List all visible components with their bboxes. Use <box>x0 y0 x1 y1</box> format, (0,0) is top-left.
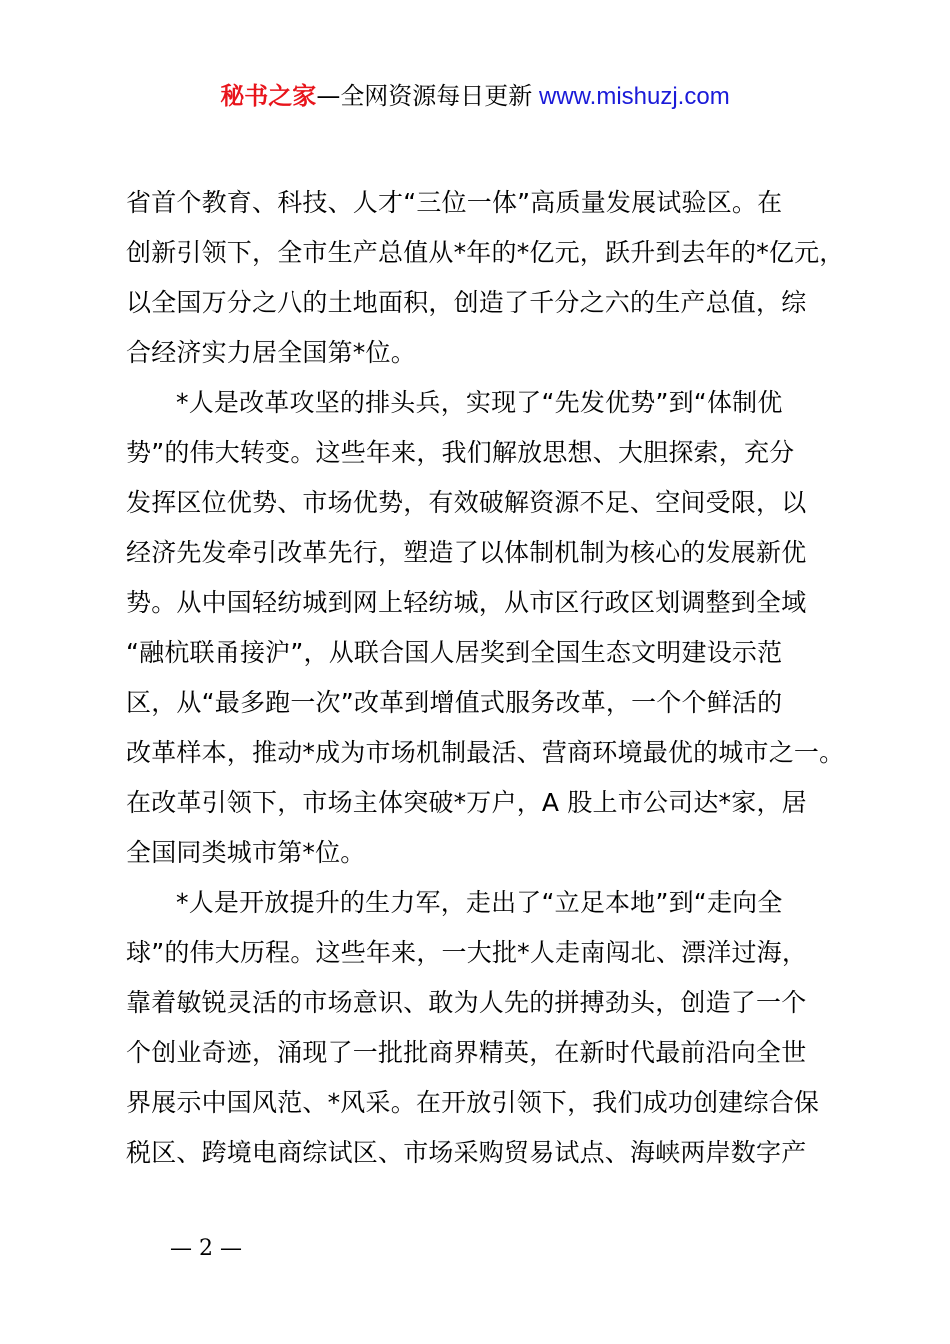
text-line: 区，从“最多跑一次”改革到增值式服务改革，一个个鲜活的 <box>126 688 783 717</box>
page-number: — 2 — <box>170 1236 242 1261</box>
text-line: 势”的伟大转变。这些年来，我们解放思想、大胆探索，充分 <box>126 438 795 467</box>
site-header <box>0 80 950 113</box>
text-line: 势。从中国轻纺城到网上轻纺城，从市区行政区划调整到全域 <box>126 588 807 617</box>
text-line: 靠着敏锐灵活的市场意识、敢为人先的拼搏劲头，创造了一个 <box>126 988 807 1017</box>
text-line: 经济先发牵引改革先行，塑造了以体制机制为核心的发展新优 <box>126 538 807 567</box>
text-line: 界展示中国风范、*风采。在开放引领下，我们成功创建综合保 <box>126 1088 820 1117</box>
site-tagline: —全网资源每日更新 <box>316 82 533 110</box>
text-line: “融杭联甬接沪”，从联合国人居奖到全国生态文明建设示范 <box>126 638 783 667</box>
text-line: 发挥区位优势、市场优势，有效破解资源不足、空间受限，以 <box>126 488 807 517</box>
site-url-link[interactable]: www.mishuzj.com <box>532 83 730 110</box>
text-line: 在改革引领下，市场主体突破*万户，A 股上市公司达*家，居 <box>126 788 807 817</box>
text-line: *人是改革攻坚的排头兵，实现了“先发优势”到“体制优 <box>176 388 783 417</box>
text-line: 省首个教育、科技、人才“三位一体”高质量发展试验区。在 <box>126 188 783 217</box>
text-line: 合经济实力居全国第*位。 <box>126 338 416 367</box>
document-body <box>126 178 845 1178</box>
text-line: 球”的伟大历程。这些年来，一大批*人走南闯北、漂洋过海， <box>126 938 808 967</box>
text-line: *人是开放提升的生力军，走出了“立足本地”到“走向全 <box>176 888 783 917</box>
text-line: 以全国万分之八的土地面积，创造了千分之六的生产总值，综 <box>126 288 807 317</box>
text-line: 创新引领下，全市生产总值从*年的*亿元，跃升到去年的*亿元， <box>126 238 845 267</box>
text-line: 个创业奇迹，涌现了一批批商界精英，在新时代最前沿向全世 <box>126 1038 807 1067</box>
site-brand: 秘书之家 <box>220 82 317 110</box>
text-line: 税区、跨境电商综试区、市场采购贸易试点、海峡两岸数字产 <box>126 1138 807 1167</box>
text-line: 改革样本，推动*成为市场机制最活、营商环境最优的城市之一。 <box>126 738 845 767</box>
text-line: 全国同类城市第*位。 <box>126 838 366 867</box>
